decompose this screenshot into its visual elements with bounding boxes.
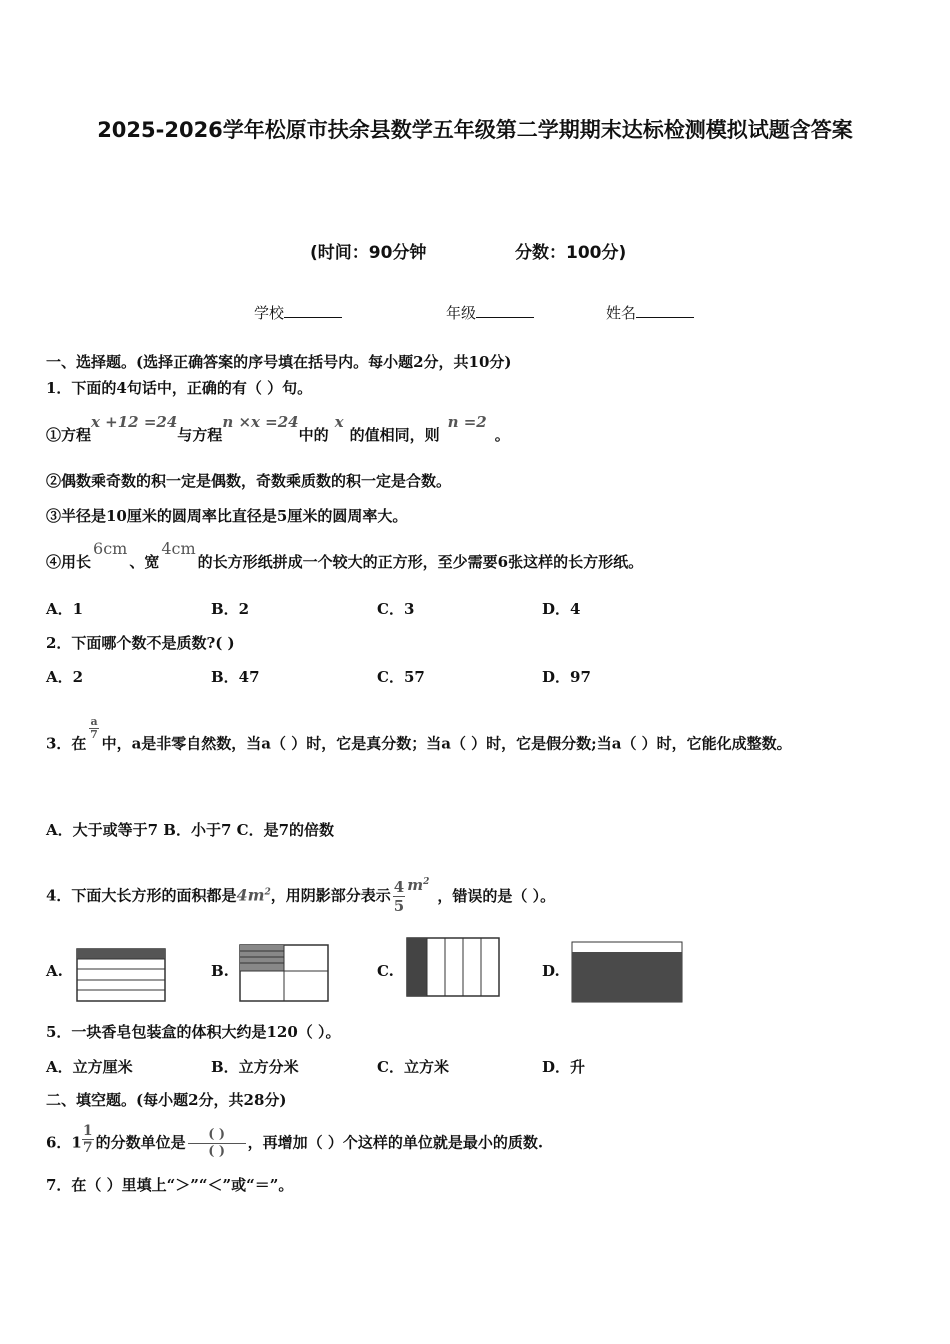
q1-s1-text-a: ①方程	[46, 426, 92, 444]
q4-label-a[interactable]: A.	[46, 962, 63, 980]
q6-fraction	[82, 1123, 94, 1156]
name-label: 姓名	[606, 304, 637, 322]
q3-frac-num: a	[90, 715, 98, 728]
q1-equation-2: n ×x =24	[222, 413, 299, 431]
q4-text-c: ，错误的是（ ）。	[437, 886, 556, 905]
q4-label-b[interactable]: B.	[211, 962, 229, 980]
q1-s1-text-c: 中的	[298, 426, 329, 444]
q3-options[interactable]: A．大于或等于7 B．小于7 C．是7的倍数	[46, 821, 335, 839]
school-field[interactable]	[254, 302, 342, 323]
q5-option-b[interactable]: B．立方分米	[211, 1058, 299, 1076]
q4-area-sup: 2	[264, 887, 271, 898]
q4-figure-a[interactable]	[75, 947, 167, 1003]
q1-statement-2: ②偶数乘奇数的积一定是偶数，奇数乘质数的积一定是合数。	[46, 472, 452, 490]
q2-option-d[interactable]: D．97	[542, 668, 591, 686]
q1-width: 4cm	[161, 539, 196, 558]
q4-label-c[interactable]: C.	[377, 962, 394, 980]
q1-statement-4	[46, 539, 644, 572]
q1-s1-text-b: 与方程	[177, 426, 223, 444]
q1-s4-text-c: 的长方形纸拼成一个较大的正方形，至少需要6张这样的长方形纸。	[197, 553, 644, 571]
q6-stem	[46, 1123, 544, 1160]
q1-s1-text-d: 的值相同，则	[349, 426, 440, 444]
q1-s4-text-b: 、宽	[129, 553, 160, 571]
q1-equation-1: x +12 =24	[91, 413, 178, 431]
q4-unit-sup: 2	[423, 876, 430, 887]
q6-frac-den: 7	[82, 1140, 93, 1156]
q3-stem	[46, 715, 792, 757]
name-field[interactable]	[606, 302, 694, 323]
q4-figure-d[interactable]	[570, 940, 684, 1004]
page-title: 2025-2026学年松原市扶余县数学五年级第二学期期末达标检测模拟试题含答案	[97, 118, 853, 142]
school-label: 学校	[254, 304, 285, 322]
q4-figure-b[interactable]	[238, 943, 330, 1003]
q7-stem: 7．在（ ）里填上“＞”“＜”或“＝”。	[46, 1176, 294, 1194]
q2-stem: 2．下面哪个数不是质数?( )	[46, 634, 235, 652]
q4-label-d[interactable]: D.	[542, 962, 560, 980]
q1-var-x: x	[334, 413, 344, 431]
q4-frac-den: 5	[393, 897, 405, 915]
q6-blank-num: ( )	[188, 1127, 246, 1144]
q4-fraction	[393, 878, 405, 915]
q1-length: 6cm	[93, 539, 128, 558]
q6-text-mid: 的分数单位是	[95, 1133, 186, 1152]
q1-option-d[interactable]: D．4	[542, 600, 581, 618]
exam-score: 分数：100分)	[515, 243, 627, 263]
q2-option-c[interactable]: C．57	[377, 668, 425, 686]
section2-heading: 二、填空题。(每小题2分，共28分)	[46, 1091, 287, 1109]
q4-text-b: ，用阴影部分表示	[270, 886, 391, 905]
q1-statement-3: ③半径是10厘米的圆周率比直径是5厘米的圆周率大。	[46, 507, 408, 525]
q6-blank-den: ( )	[208, 1144, 226, 1159]
q3-frac-den: 7	[90, 728, 98, 741]
q4-frac-num: 4	[393, 878, 405, 896]
q1-option-a[interactable]: A．1	[46, 600, 84, 618]
q6-answer-fraction[interactable]	[188, 1127, 246, 1160]
q4-figure-c[interactable]	[405, 936, 501, 998]
q5-option-a[interactable]: A．立方厘米	[46, 1058, 133, 1076]
exam-time: (时间：90分钟	[310, 243, 427, 263]
q5-option-d[interactable]: D．升	[542, 1058, 586, 1076]
q1-statement-1	[46, 413, 510, 445]
section1-heading: 一、选择题。(选择正确答案的序号填在括号内。每小题2分，共10分)	[46, 353, 512, 371]
q5-stem: 5．一块香皂包装盒的体积大约是120（ ）。	[46, 1023, 341, 1041]
q6-text-post: ，再增加（ ）个这样的单位就是最小的质数.	[247, 1133, 544, 1152]
q6-frac-num: 1	[82, 1123, 93, 1139]
grade-label: 年级	[446, 304, 477, 322]
q4-area: 4m	[236, 885, 265, 905]
q2-option-b[interactable]: B．47	[211, 668, 260, 686]
q1-option-c[interactable]: C．3	[377, 600, 415, 618]
q3-text-b: 中，a是非零自然数，当a（ ）时，它是真分数；当a（ ）时，它是假分数;当a（ ）时，它能化成整数。	[101, 734, 792, 753]
q1-option-b[interactable]: B．2	[211, 600, 250, 618]
q3-fraction	[89, 716, 98, 741]
q5-option-c[interactable]: C．立方米	[377, 1058, 449, 1076]
q1-s4-text-a: ④用长	[46, 553, 92, 571]
q6-text-pre: 6．1	[46, 1133, 82, 1152]
q4-text-a: 4．下面大长方形的面积都是	[46, 886, 237, 905]
q4-stem	[46, 875, 556, 915]
q1-equation-3: n =2	[447, 413, 487, 431]
q2-option-a[interactable]: A．2	[46, 668, 84, 686]
q1-s1-text-e: 。	[494, 426, 510, 444]
q4-unit: m	[407, 875, 424, 894]
q3-text-a: 3．在	[46, 734, 87, 753]
q1-stem: 1．下面的4句话中，正确的有（ ）句。	[46, 379, 313, 397]
grade-field[interactable]	[446, 302, 534, 323]
